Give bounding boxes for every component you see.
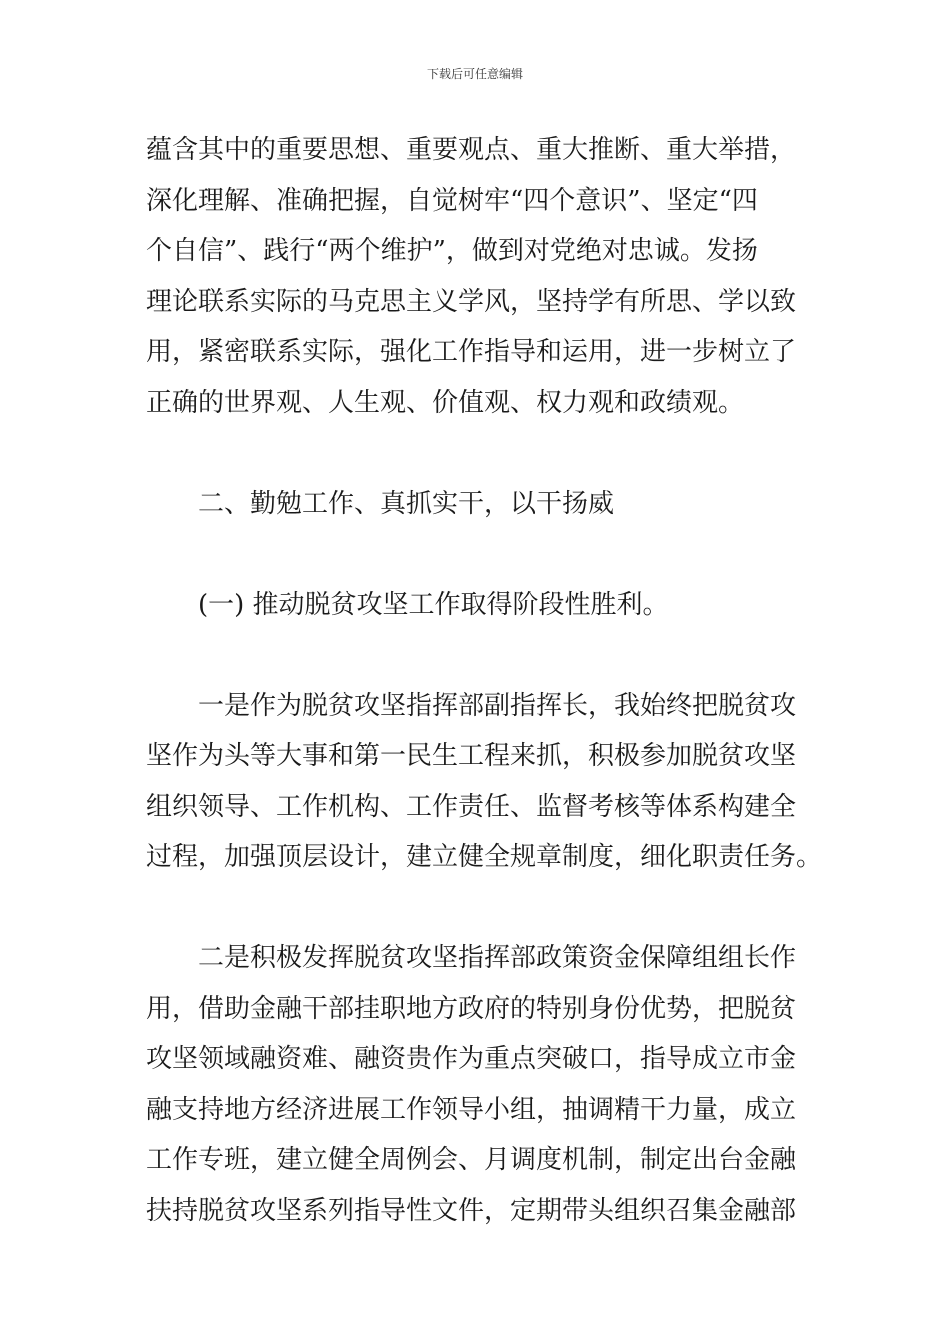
text-line: 扶持脱贫攻坚系列指导性文件，定期带头组织召集金融部 [146, 1195, 797, 1226]
text-line: 攻坚领域融资难、融资贵作为重点突破口，指导成立市金 [146, 1044, 797, 1074]
text-line: 工作专班，建立健全周例会、月调度机制，制定出台金融 [146, 1145, 797, 1175]
text-line: 融支持地方经济进展工作领导小组，抽调精干力量，成立 [146, 1094, 797, 1125]
text-line: 组织领导、工作机构、工作责任、监督考核等体系构建全 [146, 791, 797, 822]
text-line: 坚作为头等大事和第一民生工程来抓，积极参加脱贫攻坚 [146, 741, 797, 771]
paragraph-gap [146, 630, 810, 681]
paragraph-gap [146, 529, 810, 580]
text-line: 正确的世界观、人生观、价值观、权力观和政绩观。 [146, 387, 745, 418]
text-line: 过程，加强顶层设计，建立健全规章制度，细化职责任务。 [146, 842, 823, 872]
text-line: 理论联系实际的马克思主义学风，坚持学有所思、学以致 [146, 286, 797, 317]
page-header-note: 下载后可任意编辑 [426, 67, 523, 81]
section-heading: 二、勤勉工作、真抓实干，以干扬威 [146, 488, 615, 519]
text-line: 个自信”、践行“两个维护”，做到对党绝对忠诚。发扬 [146, 236, 758, 266]
paragraph-gap [146, 428, 810, 479]
document-body [146, 125, 823, 1236]
paragraph-gap [146, 883, 810, 934]
text-line: 用，借助金融干部挂职地方政府的特别身份优势，把脱贫 [146, 993, 797, 1024]
text-line: 一是作为脱贫攻坚指挥部副指挥长，我始终把脱贫攻 [146, 690, 797, 721]
text-line: 蕴含其中的重要思想、重要观点、重大推断、重大举措， [146, 135, 797, 165]
text-line: 用，紧密联系实际，强化工作指导和运用，进一步树立了 [146, 337, 797, 367]
subsection-heading: (一) 推动脱贫攻坚工作取得阶段性胜利。 [146, 589, 669, 620]
text-line: 深化理解、准确把握，自觉树牢“四个意识”、坚定“四 [146, 185, 758, 216]
text-line: 二是积极发挥脱贫攻坚指挥部政策资金保障组组长作 [146, 943, 797, 973]
